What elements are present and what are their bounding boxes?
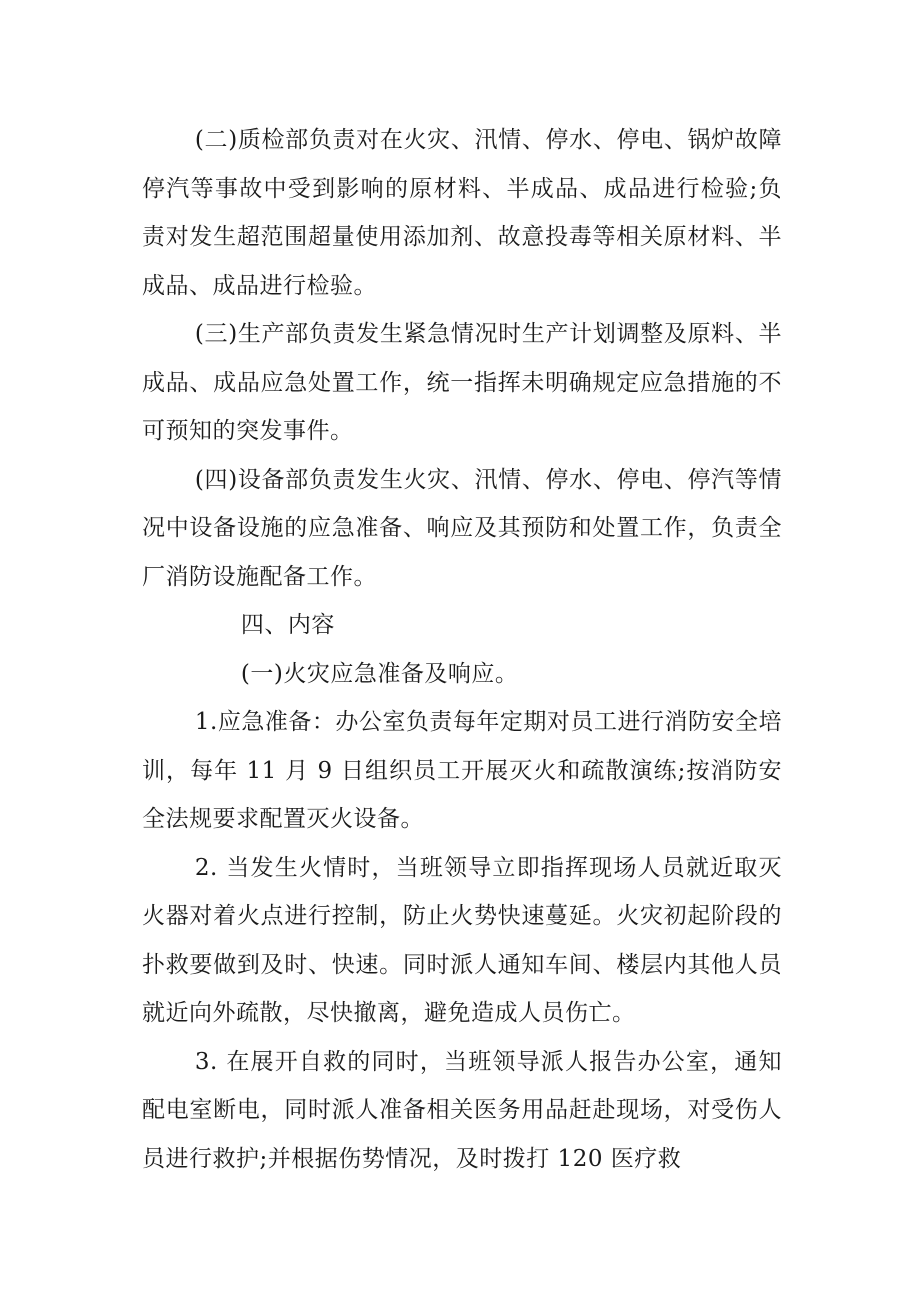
paragraph-self-rescue: 3. 在展开自救的同时，当班领导派人报告办公室，通知配电室断电，同时派人准备相关医务用品赶赴现场，对受伤人员进行救护;并根据伤势情况，及时拨打 120 医疗救 xyxy=(142,1048,782,1172)
document-body xyxy=(142,116,782,1183)
paragraph-fire-response: 2. 当发生火情时，当班领导立即指挥现场人员就近取灭火器对着火点进行控制，防止火势快速蔓延。火灾初起阶段的扑救要做到及时、快速。同时派人通知车间、楼层内其他人员就近向外疏散，尽快撤离，避免造成人员伤亡。 xyxy=(142,854,782,1026)
paragraph-equipment-dept: (四)设备部负责发生火灾、汛情、停水、停电、停汽等情况中设备设施的应急准备、响应及其预防和处置工作，负责全厂消防设施配备工作。 xyxy=(142,466,782,590)
paragraph-emergency-preparation: 1.应急准备：办公室负责每年定期对员工进行消防安全培训，每年 11 月 9 日组织员工开展灭火和疏散演练;按消防安全法规要求配置灭火设备。 xyxy=(142,709,782,832)
section-heading-content: 四、内容 xyxy=(240,612,335,638)
paragraph-quality-dept: (二)质检部负责对在火灾、汛情、停水、停电、锅炉故障停汽等事故中受到影响的原材料、半成品、成品进行检验;负责对发生超范围超量使用添加剂、故意投毒等相关原材料、半成品、成品进行检验。 xyxy=(142,127,782,299)
paragraph-production-dept: (三)生产部负责发生紧急情况时生产计划调整及原料、半成品、成品应急处置工作，统一指挥未明确规定应急措施的不可预知的突发事件。 xyxy=(142,321,782,444)
subsection-heading-fire: (一)火灾应急准备及响应。 xyxy=(240,660,519,687)
